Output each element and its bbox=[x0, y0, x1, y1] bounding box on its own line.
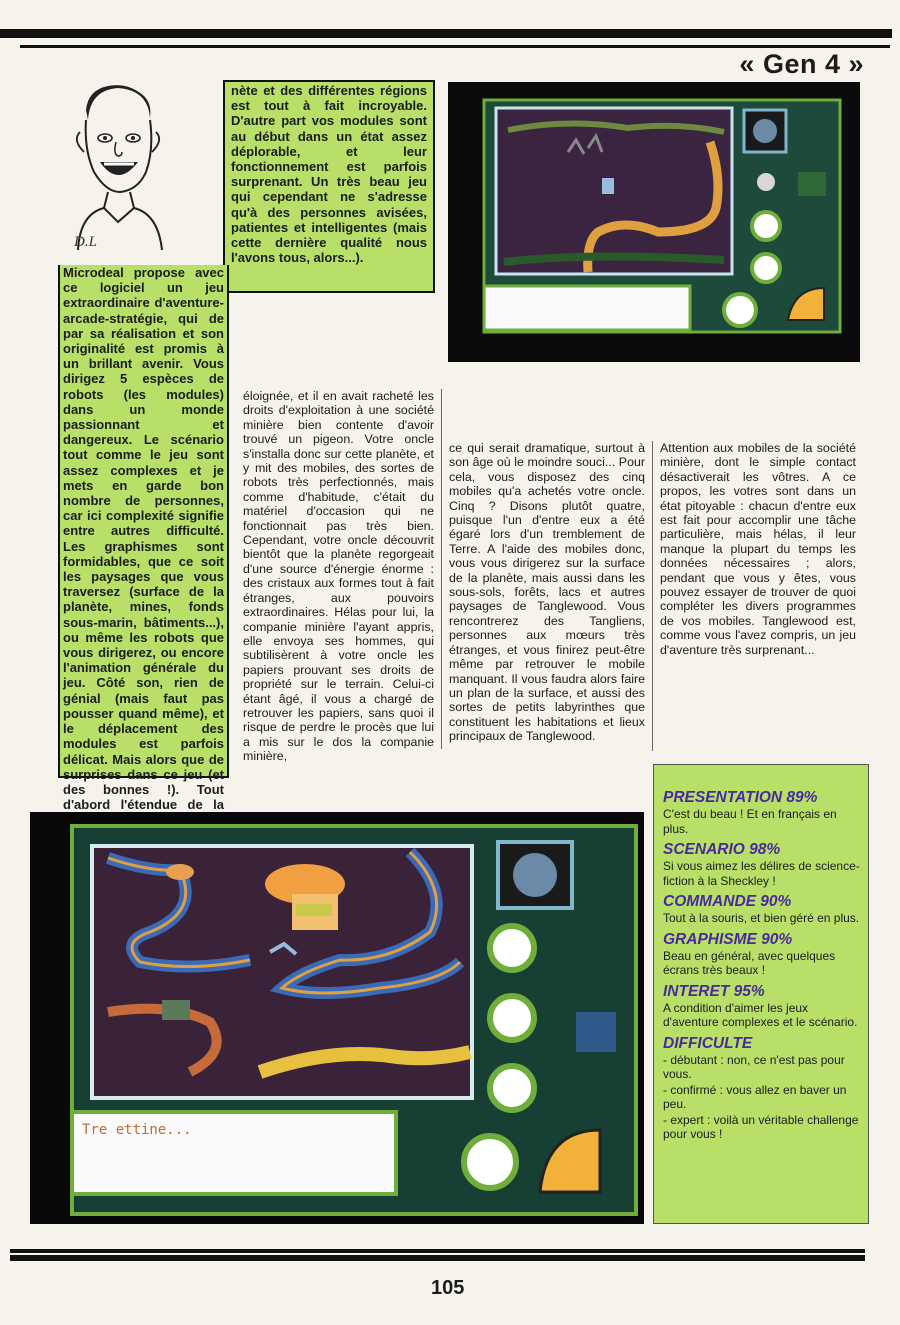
column-3: ce qui serait dramatique, surtout à son âge où le moindre souci... Pour cela, vous disposez des cinq mobiles qu'a achetés votre oncle. Cinq ? Disons plutôt quatre, puisque l'un d'entre eux a été égaré lors d'un tremblement de Terre. A l'aide des mobiles donc, vous vous dirigerez sur la surface de la planète, mais aussi dans les sous-sols, forêts, lacs et autres paysages de Tanglewood. Vous rencontrerez des Tangliens, personnes aux mœurs très étranges, et vous finirez peut-être même par retrouver le mobile manquant. Il vous faudra alors faire un plan de la surface, et aussi des sortes de petits labyrinthes que constituent les habitations et lieux principaux de Tanglewood. bbox=[449, 441, 645, 744]
rating-title: SCENARIO 98% bbox=[663, 841, 781, 858]
difficulty-item: - expert : voilà un véritable challenge pour vous ! bbox=[663, 1112, 859, 1141]
header-rule bbox=[20, 45, 890, 48]
rating-title: GRAPHISME 90% bbox=[663, 930, 793, 948]
reviewer-caricature bbox=[58, 80, 178, 250]
difficulty-item: - confirmé : vous allez en baver un peu. bbox=[663, 1082, 847, 1111]
column-divider bbox=[652, 441, 653, 751]
bottom-rule bbox=[10, 1249, 865, 1253]
ratings-box bbox=[653, 764, 869, 1224]
section-title: « Gen 4 » bbox=[739, 49, 864, 79]
page-number: 105 bbox=[431, 1277, 465, 1299]
column-1-text: Microdeal propose avec ce logiciel un jeu extraordinaire d'aventure-arcade-stratégie, qui de par sa réalisation et son originalité est promis à un brillant avenir. Vous dirigez 5 espèces de robots (les modules) dans un monde passionnant et dangereux. Le scénario tout comme le jeu sont assez complexes et je mets en garde bon nombre de personnes, car ici complexité signifie entre autres difficulté. Les graphismes sont formidables, que ce soit les paysages que vous traversez (surface de la planète, mines, fonds sous-marin, bâtiments...), ou même les robots que vous dirigerez, ou encore l'animation générale du jeu. Côté son, rien de génial (mais faut pas pousser quand même), et le déplacement des modules est parfois délicat. Mais alors que de surprises dans ce jeu (et des bonnes !). Tout d'abord l'étendue de la bbox=[63, 265, 224, 813]
game-screenshot-bottom bbox=[30, 812, 644, 1224]
review-box-column bbox=[58, 265, 229, 813]
review-box-continuation bbox=[223, 80, 435, 293]
column-divider bbox=[441, 389, 442, 749]
game-message-text: Tre ettine... bbox=[82, 1122, 192, 1138]
box-text: nète et des différentes régions est tout à fait incroyable. D'autre part vos modules sont au début dans un état assez déplorable, et leur fonctionnement est parfois surprenant. Un très beau jeu qui cependant ne s'adresse qu'à des personnes avisées, patientes et intelligentes (mais cette dernière qualité nous l'avons tous, alors...). bbox=[231, 83, 427, 266]
rating-title: COMMANDE 90% bbox=[663, 893, 792, 910]
rating-text: Tout à la souris, et bien géré en plus. bbox=[663, 911, 860, 925]
ratings-list bbox=[663, 789, 860, 1030]
difficulty-list bbox=[663, 1053, 860, 1142]
rating-title: PRESENTATION 89% bbox=[663, 789, 818, 806]
signature: D.L bbox=[74, 234, 97, 250]
rating-text: Si vous aimez les délires de science-fiction à la Sheckley ! bbox=[663, 859, 860, 888]
rating-text: A condition d'aimer les jeux d'aventure complexes et le scénario. bbox=[663, 1000, 858, 1029]
difficulty-title: DIFFICULTE bbox=[663, 1034, 753, 1052]
game-screenshot-top bbox=[448, 82, 860, 362]
rating-title: INTERET 95% bbox=[663, 982, 765, 1000]
top-rule bbox=[0, 29, 892, 38]
bottom-rule-thick bbox=[10, 1255, 865, 1261]
difficulty-item: - débutant : non, ce n'est pas pour vous. bbox=[663, 1052, 845, 1081]
column-2: éloignée, et il en avait racheté les droits d'exploitation à une société minière bien contente d'avoir trouvé un pigeon. Votre oncle s'installa donc sur cette planète, et y mit des mobiles, des sortes de robots très perfectionnés, mais comme d'habitude, c'était du matériel d'occasion qui ne fonctionnait pas très bien. Cependant, votre oncle découvrit bientôt que la planète regorgeait d'une source d'énergie énorme : des cristaux aux formes tout à fait étranges, aux pouvoirs extraordinaires. Hélas pour lui, la companie minière l'ayant appris, elle envoya ses hommes, qui subtilisèrent à votre oncle les papiers prouvant ses droits de propriété sur le terrain. Celui-ci étant âgé, il vous a chargé de retrouver les papiers, sans quoi il risque de perdre le procès que lui a mis sur le dos la companie minière, bbox=[243, 389, 434, 764]
rating-text: C'est du beau ! Et en français en plus. bbox=[663, 807, 837, 836]
column-4: Attention aux mobiles de la société minière, dont le simple contact désactiverait les vôtres. A ce propos, les votres sont dans un état pitoyable : chacun d'entre eux est fait pour accomplir une tâche particulière, mais hélas, il leur manque la plupart du temps les données nécessaires ; alors, pendant que vous y êtes, vous pouvez essayer de trouver de quoi compléter les divers programmes de vos mobiles. Tanglewood est, comme vous l'avez compris, un jeu d'aventure très surprenant... bbox=[660, 441, 856, 657]
rating-text: Beau en général, avec quelques écrans très beaux ! bbox=[663, 948, 836, 977]
